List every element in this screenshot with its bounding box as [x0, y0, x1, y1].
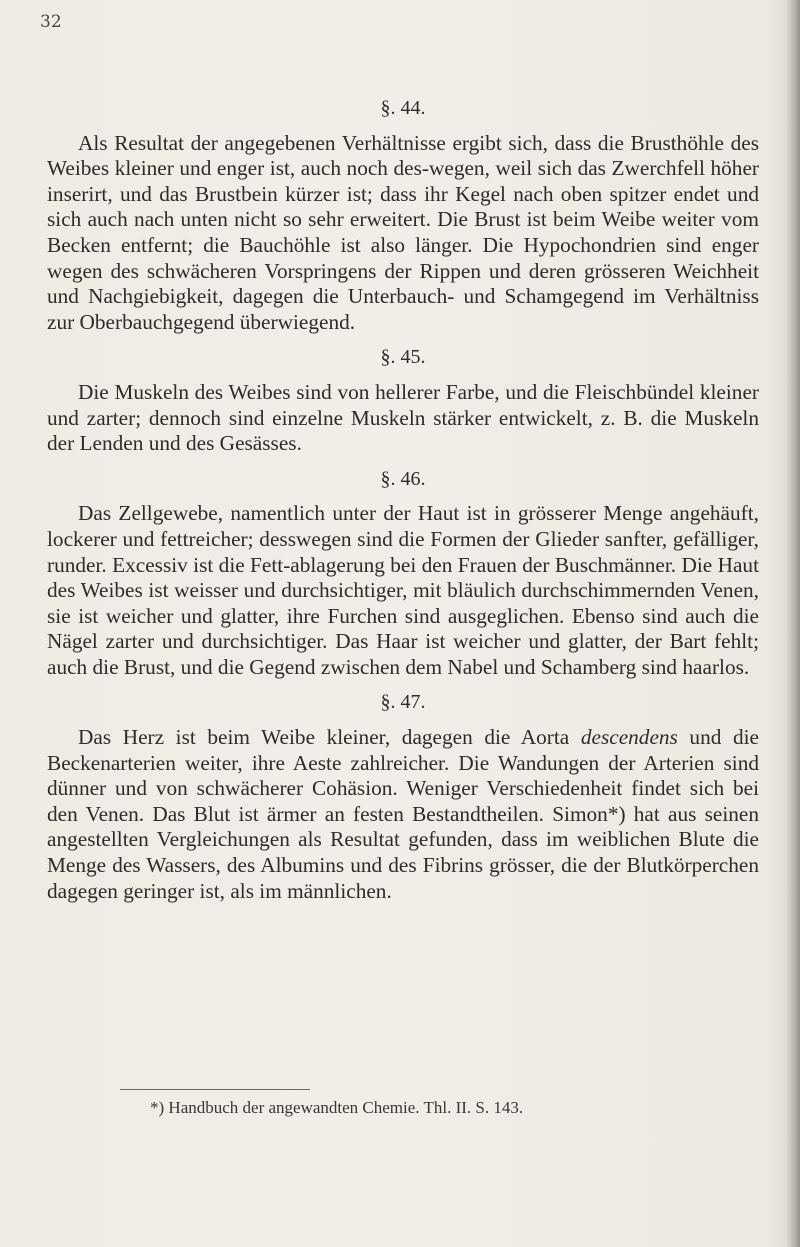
body-text [47, 40, 759, 914]
section-paragraph-45: Die Muskeln des Weibes sind von hellerer Farbe, und die Fleischbündel kleiner und zarter; dennoch sind einzelne Muskeln stärker entwickelt, z. B. die Muskeln der Lenden und des Gesässes. [47, 379, 759, 456]
footnote: *) Handbuch der angewandten Chemie. Thl. II. S. 143. [150, 1098, 524, 1117]
page-edge-shadow [786, 0, 800, 1247]
footnote-divider [120, 1089, 310, 1090]
section-heading-44: §. 44. [380, 97, 426, 119]
page-number: 32 [40, 12, 62, 32]
section-paragraph-46: Das Zellgewebe, namentlich unter der Haut ist in grösserer Menge angehäuft, lockerer und fettreicher; desswegen sind die Formen der Glieder sanfter, gefälliger, runder. Excessiv ist die Fett-ablagerung bei den Frauen der Buschmänner. Die Haut des Weibes ist weisser und durchsichtiger, mit bläulich durchschimmernden Venen, sie ist weicher und glatter, ihre Furchen sind ausgeglichen. Ebenso sind auch die Nägel zarter und durchsichtiger. Das Haar ist weicher und glatter, der Bart fehlt; auch die Brust, und die Gegend zwischen dem Nabel und Schamberg sind haarlos. [47, 501, 759, 679]
paragraph-text-end: und die Beckenarterien weiter, ihre Aeste zahlreicher. Die Wandungen der Arterien sind dünner und von schwächerer Cohäsion. Weniger Verschiedenheit findet sich bei den Venen. Das Blut ist ärmer an festen Bestandtheilen. Simon*) hat aus seinen angestellten Vergleichungen als Resultat gefunden, dass im weiblichen Blute die Menge des Wassers, des Albumins und des Fibrins grösser, die der Blutkörperchen dagegen geringer ist, als im männlichen. [47, 725, 759, 903]
section-heading-46: §. 46. [380, 467, 426, 490]
section-paragraph-44: Als Resultat der angegebenen Verhältnisse ergibt sich, dass die Brusthöhle des Weibes kleiner und enger ist, auch noch des-wegen, weil sich das Zwerchfell höher inserirt, und das Brustbein kürzer ist; dass ihr Kegel nach oben spitzer endet und sich auch nach unten nicht so sehr erweitert. Die Brust ist beim Weibe weiter vom Becken entfernt; die Bauchöhle ist also länger. Die Hypochondrien sind enger wegen des schwächeren Vorspringens der Rippen und deren grösseren Weichheit und Nachgiebigkeit, dagegen die Unterbauch- und Schamgegend im Verhältniss zur Oberbauchgegend überwiegend. [47, 130, 759, 334]
section-heading-47: §. 47. [380, 691, 426, 714]
section-heading-45: §. 45. [380, 346, 426, 369]
section-paragraph-47 [47, 725, 759, 904]
paragraph-italic-term: descendens [580, 725, 678, 750]
paragraph-text-start: Das Herz ist beim Weibe kleiner, dagegen die Aorta [78, 725, 581, 750]
